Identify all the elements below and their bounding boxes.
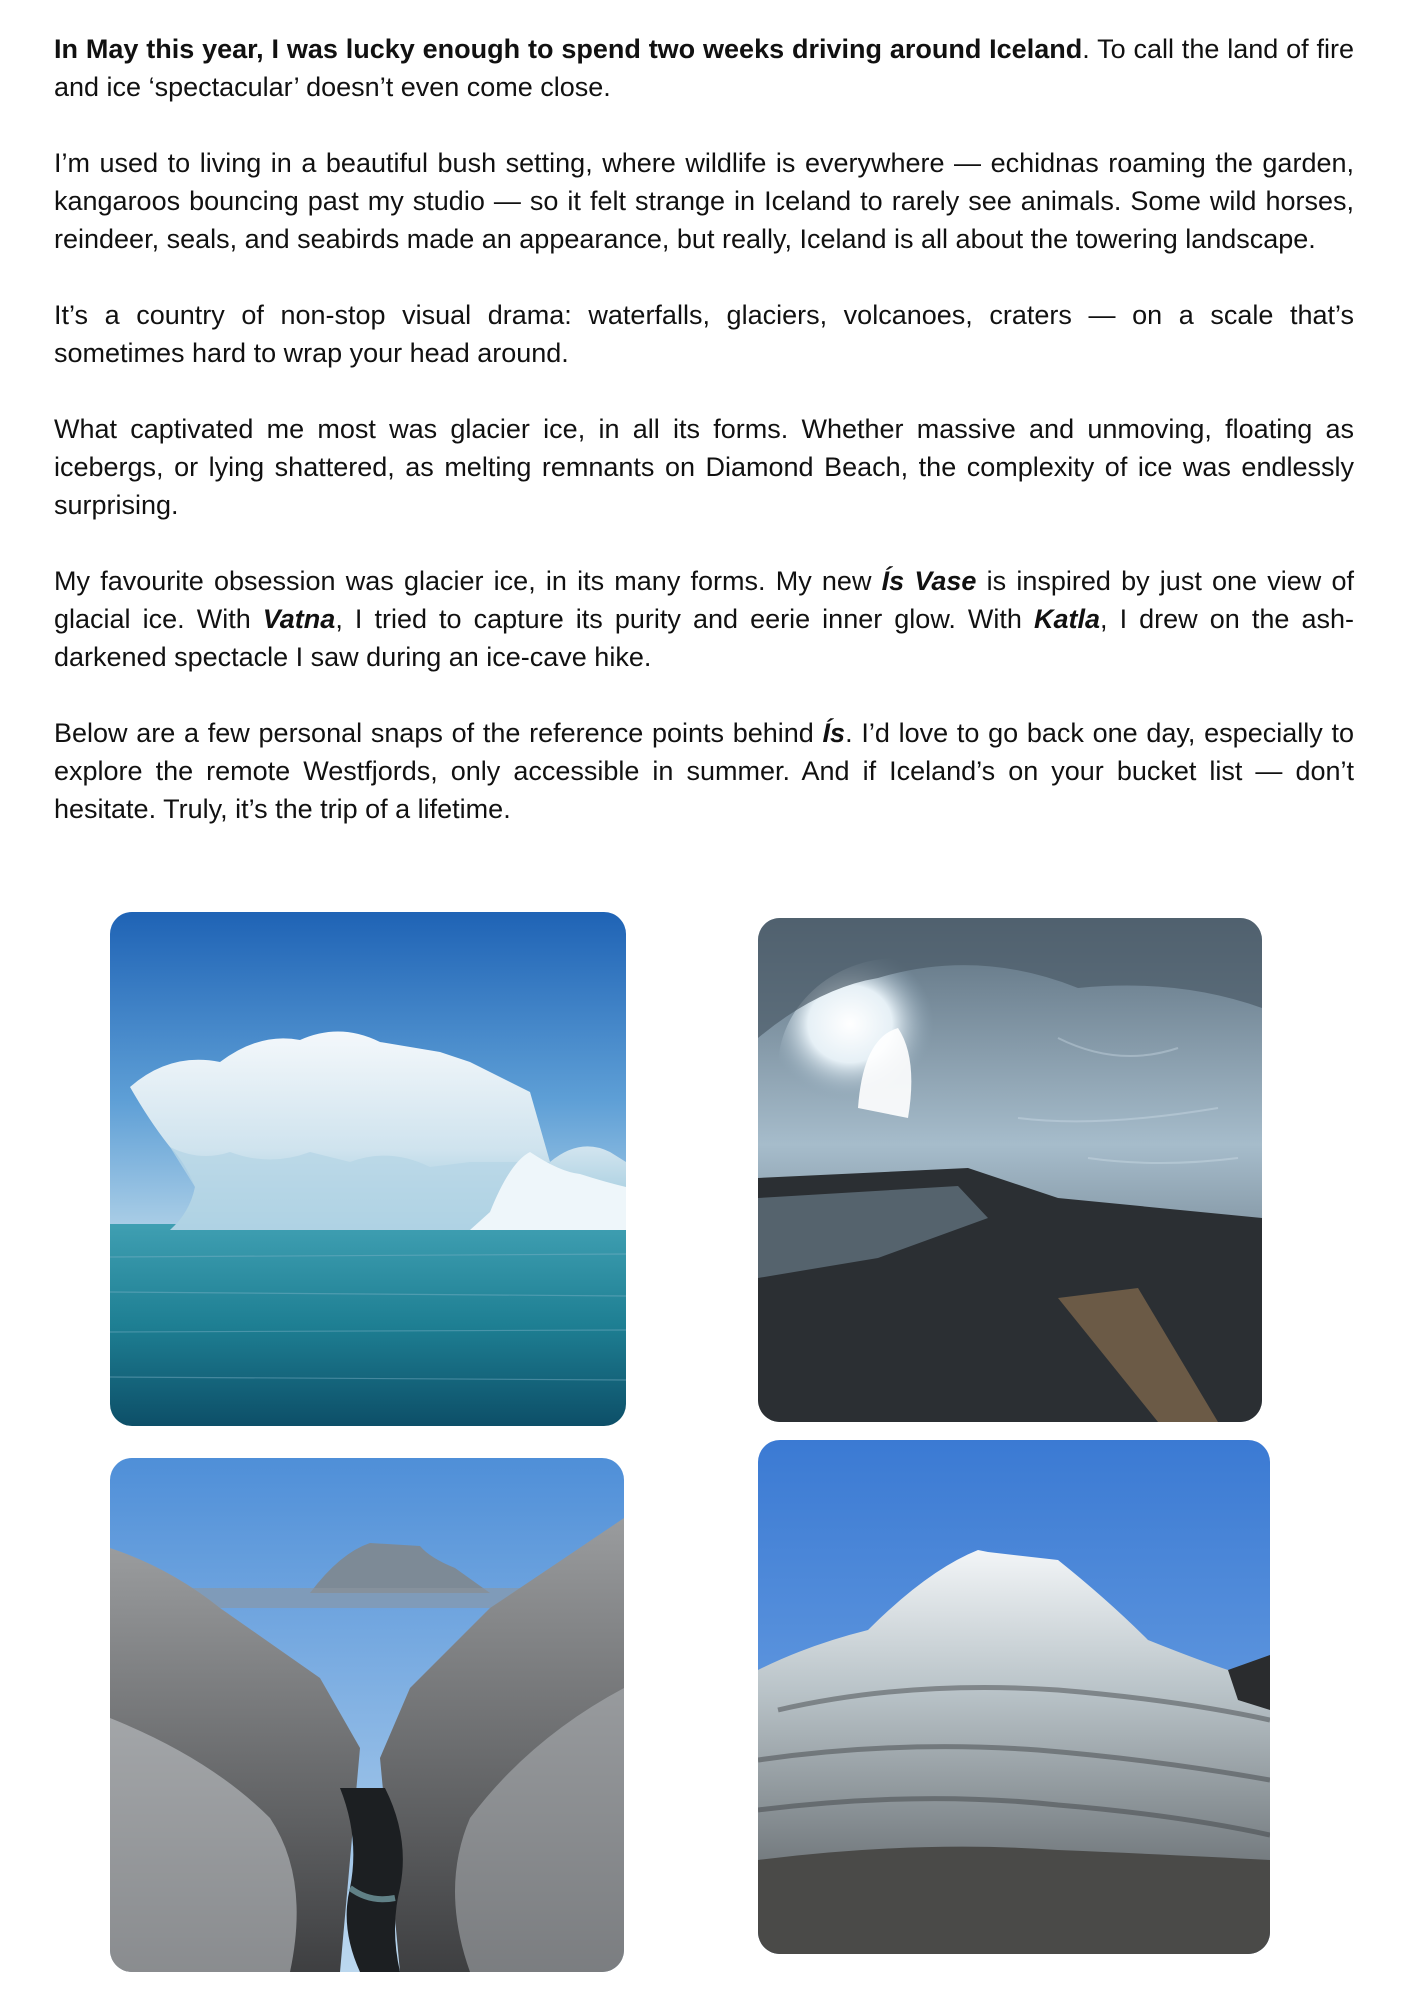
ice-cave-image xyxy=(758,918,1262,1422)
photo-glacier-valley xyxy=(110,1458,624,1972)
glacier-peak-image xyxy=(758,1440,1270,1954)
paragraph-works xyxy=(54,562,1354,676)
works-text-b: is inspired by just one view of glacial ice. With xyxy=(54,566,1354,634)
intro-lead: In May this year, I was lucky enough to spend two weeks driving around Iceland xyxy=(54,34,1083,64)
article-body xyxy=(54,30,1354,866)
photo-ice-cave xyxy=(758,918,1262,1422)
works-text-a: My favourite obsession was glacier ice, in its many forms. My new xyxy=(54,566,882,596)
title-is: Ís xyxy=(822,718,846,748)
paragraph-closing xyxy=(54,714,1354,828)
closing-text-a: Below are a few personal snaps of the reference points behind xyxy=(54,718,823,748)
title-is-vase: Ís Vase xyxy=(881,566,977,596)
glacier-valley-image xyxy=(110,1458,624,1972)
paragraph-intro xyxy=(54,30,1354,106)
title-vatna: Vatna xyxy=(262,604,336,634)
photo-glacier-peak xyxy=(758,1440,1270,1954)
title-katla: Katla xyxy=(1033,604,1101,634)
works-text-c: , I tried to capture its purity and eerie inner glow. With xyxy=(335,604,1034,634)
works-text-d: , I drew on the ash-darkened spectacle I saw during an ice-cave hike. xyxy=(54,604,1354,672)
intro-rest: . To call the land of fire and ice ‘spectacular’ doesn’t even come close. xyxy=(54,34,1354,102)
paragraph-drama: It’s a country of non-stop visual drama: waterfalls, glaciers, volcanoes, craters — on a scale that’s sometimes hard to wrap your head around. xyxy=(54,300,1354,368)
closing-text-b: . I’d love to go back one day, especially to explore the remote Westfjords, only accessible in summer. And if Iceland’s on your bucket list — don’t hesitate. Truly, it’s the trip of a lifetime. xyxy=(54,718,1354,824)
iceberg-image xyxy=(110,912,626,1426)
paragraph-glacier-ice: What captivated me most was glacier ice, in all its forms. Whether massive and unmoving, floating as icebergs, or lying shattered, as melting remnants on Diamond Beach, the complexity of ice was endlessly surprising. xyxy=(54,414,1354,520)
paragraph-wildlife: I’m used to living in a beautiful bush setting, where wildlife is everywhere — echidnas roaming the garden, kangaroos bouncing past my studio — so it felt strange in Iceland to rarely see animals. Some wild horses, reindeer, seals, and seabirds made an appearance, but really, Iceland is all about the towering landscape. xyxy=(54,148,1354,254)
photo-iceberg xyxy=(110,912,626,1426)
